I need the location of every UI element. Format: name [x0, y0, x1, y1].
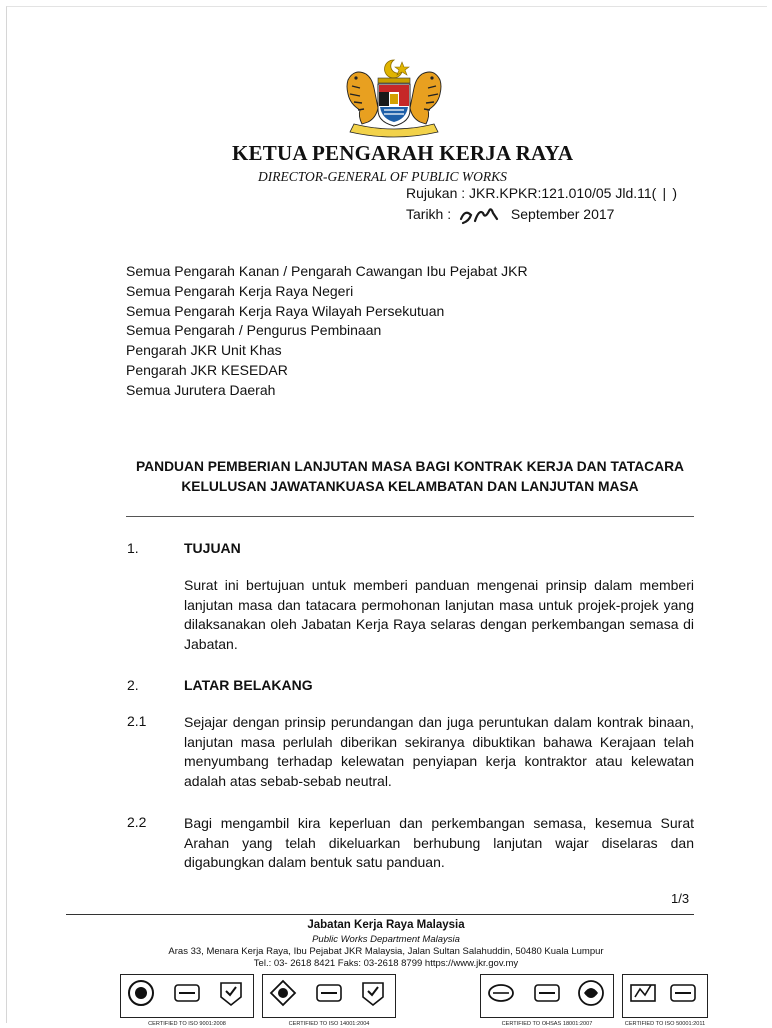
certification-box [622, 974, 708, 1027]
section-paragraph: Bagi mengambil kira keperluan dan perkembangan semasa, kesemua Surat Arahan yang telah dikeluarkan berhubung lanjutan wajar diselaras dan digabungkan dalam bentuk satu panduan. [184, 815, 694, 871]
certification-box [480, 974, 614, 1027]
date-value: September 2017 [510, 206, 615, 222]
certification-logo [173, 979, 201, 1007]
certification-caption: CERTIFIED TO ISO 9001:2008 [148, 1021, 226, 1027]
recipient-item: Pengarah JKR KESEDAR [126, 361, 288, 378]
certification-caption: CERTIFIED TO ISO 14001:2004 [288, 1021, 370, 1027]
recipient-item: Pengarah JKR Unit Khas [126, 342, 282, 359]
section-number: 1. [127, 540, 139, 556]
letterhead-title: KETUA PENGARAH KERJA RAYA [232, 141, 574, 165]
footer-divider [66, 914, 694, 915]
section-paragraph: Surat ini bertujuan untuk memberi panduan mengenai prinsip dalam memberi lanjutan masa dan tatacara permohonan lanjutan masa untuk projek-projek yang dilaksanakan oleh Jabatan Kerja Raya selaras dengan perkembangan semasa di Jabatan. [184, 577, 694, 652]
footer-organisation-english: Public Works Department Malaysia [312, 934, 460, 945]
footer-contact: Tel.: 03- 2618 8421 Faks: 03-2618 8799 https://www.jkr.gov.my [253, 958, 519, 969]
recipient-list [126, 262, 528, 401]
certification-logo [487, 979, 515, 1007]
recipient-item: Semua Jurutera Daerah [126, 381, 276, 398]
recipient-item: Semua Pengarah / Pengurus Pembinaan [126, 322, 382, 339]
reference-handwritten-mark: | [662, 185, 667, 201]
date-label: Tarikh : [406, 206, 452, 222]
section-title: LATAR BELAKANG [184, 677, 313, 693]
subsection-number: 2.2 [127, 814, 147, 830]
certification-logo [359, 979, 387, 1007]
recipient-item: Semua Pengarah Kerja Raya Wilayah Persekutuan [126, 302, 445, 319]
coat-of-arms-logo [340, 58, 448, 138]
footer-organisation: Jabatan Kerja Raya Malaysia [307, 919, 465, 931]
section-title: TUJUAN [184, 540, 241, 556]
certification-box [262, 974, 396, 1027]
reference-line [406, 185, 677, 201]
certification-logo [269, 979, 297, 1007]
section-number: 2. [127, 677, 139, 693]
certification-logo [533, 979, 561, 1007]
date-line [406, 203, 614, 227]
certification-logo [315, 979, 343, 1007]
subsection-number: 2.1 [127, 713, 147, 729]
page-number: 1/3 [671, 891, 690, 906]
letterhead-subtitle: DIRECTOR-GENERAL OF PUBLIC WORKS [258, 169, 507, 184]
certification-logo [127, 979, 155, 1007]
reference-text: Rujukan : JKR.KPKR:121.010/05 Jld.11( [406, 185, 657, 201]
certification-logo [629, 979, 657, 1007]
subject-heading: PANDUAN PEMBERIAN LANJUTAN MASA BAGI KONTRAK KERJA DAN TATACARA KELULUSAN JAWATANKUASA KELAMBATAN DAN LANJUTAN MASA [135, 459, 685, 494]
recipient-item: Semua Pengarah Kanan / Pengarah Cawangan Ibu Pejabat JKR [126, 263, 528, 279]
subject-underline [126, 516, 694, 517]
reference-close: ) [672, 185, 677, 201]
certification-logo [217, 979, 245, 1007]
recipient-item: Semua Pengarah Kerja Raya Negeri [126, 282, 354, 299]
certification-caption: CERTIFIED TO ISO 50001:2011 [624, 1021, 706, 1027]
certification-logo [577, 979, 605, 1007]
certification-caption: CERTIFIED TO OHSAS 18001:2007 [501, 1021, 593, 1027]
section-paragraph: Sejajar dengan prinsip perundangan dan juga peruntukan dalam kontrak binaan, lanjutan masa perlulah diberikan sekiranya dibuktikan bahawa Kerajaan telah menyumbang terhadap kelewatan penyiapan kerja kontraktor atau kelewatan adalah atas sebab-sebab neutral. [184, 714, 694, 789]
certification-box [120, 974, 254, 1027]
certification-logo [669, 979, 697, 1007]
handwritten-day-signature [455, 203, 507, 227]
footer-address: Aras 33, Menara Kerja Raya, Ibu Pejabat JKR Malaysia, Jalan Sultan Salahuddin, 50480 Kuala Lumpur [168, 946, 604, 957]
